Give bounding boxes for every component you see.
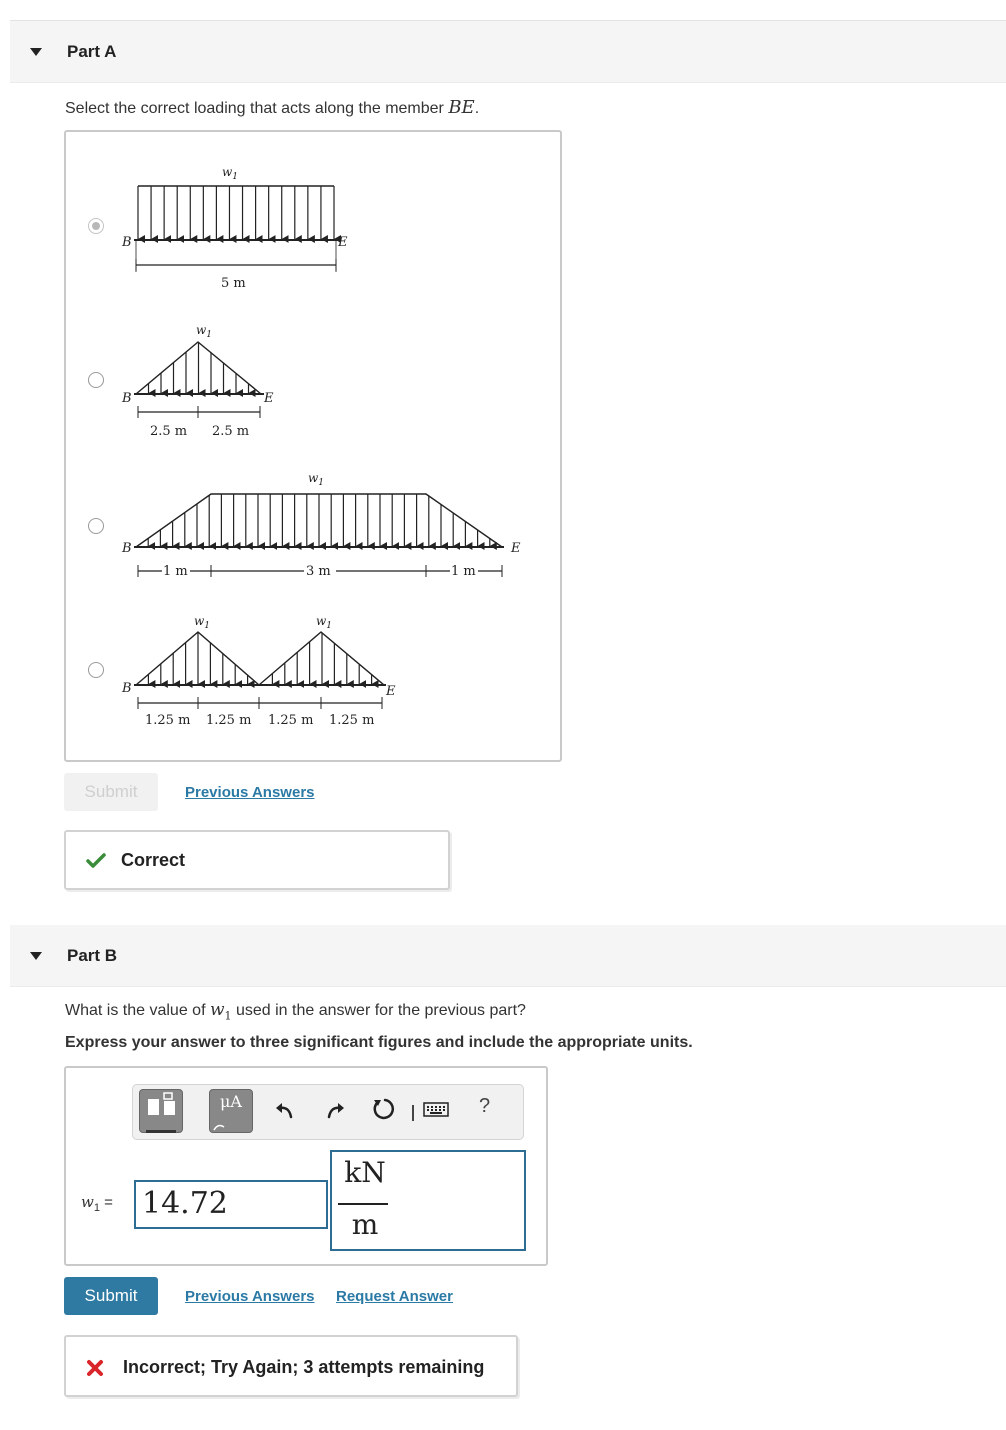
part-b-header[interactable] xyxy=(10,925,1006,987)
opt1-load-label: $w_1$ xyxy=(222,165,239,182)
opt1-point-e: E xyxy=(338,235,348,250)
templates-icon xyxy=(140,1090,184,1134)
previous-answers-link-part-b[interactable]: Previous Answers xyxy=(185,1288,315,1305)
feedback-text: Incorrect; Try Again; 3 attempts remaining xyxy=(123,1357,485,1377)
loading-diagrams xyxy=(66,132,560,760)
opt1-dim-label: 5 m xyxy=(221,276,246,291)
opt2-point-e: E xyxy=(264,391,274,406)
part-b-prompt xyxy=(65,1000,526,1022)
unit-numerator: kN xyxy=(344,1156,386,1189)
part-a-title: Part A xyxy=(67,42,117,61)
opt3-point-b: B xyxy=(122,541,132,556)
opt4-dim-label-2: 1.25 m xyxy=(206,713,252,728)
opt3-dim-label-2: 3 m xyxy=(306,564,331,579)
part-a-header[interactable] xyxy=(10,21,1006,83)
opt3-dim-label-3: 1 m xyxy=(451,564,476,579)
feedback-correct xyxy=(64,830,450,890)
opt3-load-label: $w_1$ xyxy=(308,471,325,488)
math-toolbar xyxy=(132,1084,524,1140)
opt4-dim-label-1: 1.25 m xyxy=(145,713,191,728)
answer-box xyxy=(64,1066,548,1266)
opt1-point-b: B xyxy=(122,235,132,250)
loading-choices xyxy=(64,130,562,762)
unit-denominator: m xyxy=(351,1208,379,1241)
redo-icon[interactable] xyxy=(323,1097,347,1121)
units-button-label: μA xyxy=(220,1092,242,1111)
collapse-triangle-icon[interactable] xyxy=(30,48,42,56)
opt4-point-b: B xyxy=(122,681,132,696)
opt2-point-b: B xyxy=(122,391,132,406)
opt3-dim-label-1: 1 m xyxy=(163,564,188,579)
part-a-prompt xyxy=(65,97,479,118)
templates-button[interactable] xyxy=(139,1089,183,1133)
reset-icon[interactable] xyxy=(371,1097,395,1121)
variable-label: $w_1$ = xyxy=(81,1193,113,1214)
prompt-text: Select the correct loading that acts along the member xyxy=(65,100,449,117)
opt2-dim-label-2: 2.5 m xyxy=(212,424,250,439)
opt4-dim-label-4: 1.25 m xyxy=(329,713,375,728)
x-mark-icon xyxy=(86,1359,104,1377)
opt4-load-label-1: $w_1$ xyxy=(194,614,211,631)
value-input[interactable]: 14.72 xyxy=(134,1180,328,1229)
submit-button-part-a[interactable]: Submit xyxy=(64,773,158,811)
variable-w: $w_1$ xyxy=(209,1000,232,1023)
prompt-period: . xyxy=(474,100,480,117)
part-b-instruction: Express your answer to three significant figures and include the appropriate units. xyxy=(65,1034,693,1051)
collapse-triangle-icon[interactable] xyxy=(30,952,42,960)
prompt-text: What is the value of xyxy=(65,1002,210,1019)
opt4-point-e: E xyxy=(386,684,396,699)
opt4-load-label-2: $w_1$ xyxy=(316,614,333,631)
feedback-text: Correct xyxy=(121,850,186,870)
toolbar-divider xyxy=(412,1105,414,1121)
submit-button-part-b[interactable]: Submit xyxy=(64,1277,158,1315)
units-input[interactable] xyxy=(330,1150,526,1251)
opt2-dim-label-1: 2.5 m xyxy=(150,424,188,439)
units-caret-icon xyxy=(212,1122,226,1132)
opt2-load-label: $w_1$ xyxy=(196,323,213,340)
units-button[interactable] xyxy=(209,1089,253,1133)
feedback-incorrect xyxy=(64,1335,518,1397)
opt4-dim-label-3: 1.25 m xyxy=(268,713,314,728)
prompt-text-end: used in the answer for the previous part? xyxy=(231,1002,526,1019)
previous-answers-link-part-a[interactable]: Previous Answers xyxy=(185,784,315,801)
part-b-title: Part B xyxy=(67,946,118,965)
opt3-point-e: E xyxy=(511,541,521,556)
checkmark-icon xyxy=(86,853,106,869)
undo-icon[interactable] xyxy=(273,1097,297,1121)
request-answer-link[interactable]: Request Answer xyxy=(336,1288,453,1305)
member-label: BE xyxy=(448,97,475,118)
help-icon[interactable]: ? xyxy=(479,1095,491,1117)
keyboard-icon[interactable] xyxy=(422,1097,450,1121)
fraction-bar xyxy=(338,1203,388,1205)
